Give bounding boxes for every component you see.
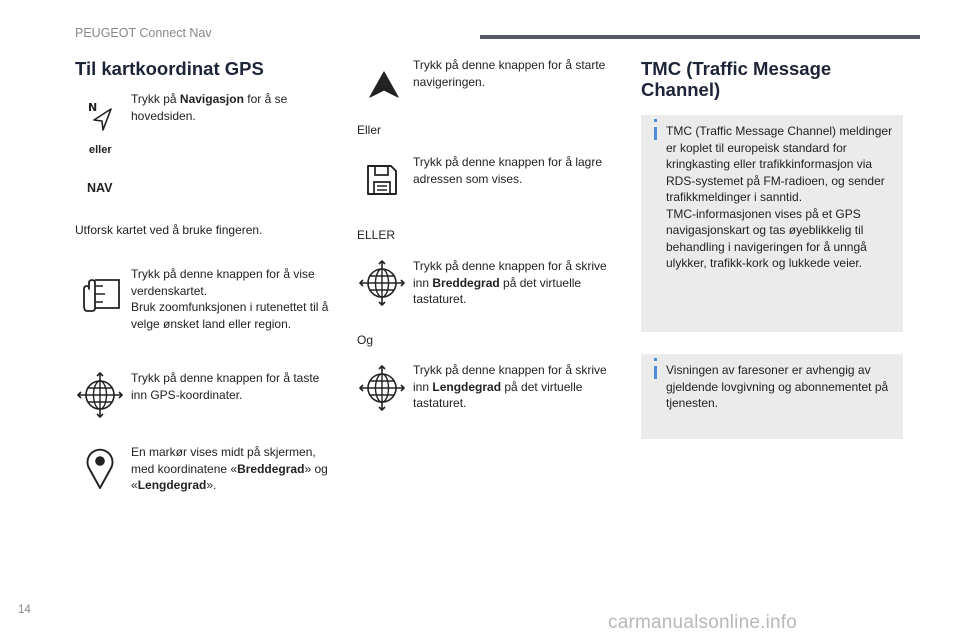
hazard-zone-note	[641, 354, 903, 439]
start-navigation-arrow-icon	[367, 70, 401, 100]
tmc-info-note	[641, 115, 903, 332]
navigation-arrow-icon	[86, 99, 120, 135]
save-address-text: Trykk på denne knappen for å lagre adressen som vises.	[413, 155, 603, 186]
og-label: Og	[357, 333, 374, 347]
eller-caps-label: ELLER	[357, 228, 396, 242]
marker-step-text: En markør vises midt på skjermen, med koordinatene «Breddegrad» og «Lengdegrad».	[131, 445, 328, 492]
header-rule	[480, 35, 920, 39]
eller-label: Eller	[357, 123, 382, 137]
latitude-step-text: Trykk på denne knappen for å skrive inn Breddegrad på det virtuelle tastaturet.	[413, 259, 607, 306]
tmc-note-text: TMC (Traffic Message Channel) meldinger er koplet til europeisk standard for kringkasting eller trafikkinformasjon via RDS-systemet på FM-radioen, og sender trafikkmeldinger i sanntid. TMC-informasjonen vises på et GPS navigasjonskart og tas øyeblikkelig til behandling i navigeringen for å unngå ulykker, trafikk-kork og lukkede veier.	[666, 124, 893, 270]
longitude-step-text: Trykk på denne knappen for å skrive inn Lengdegrad på det virtuelle tastaturet.	[413, 363, 607, 410]
info-icon	[654, 366, 657, 379]
hand-map-step-text: Trykk på denne knappen for å vise verdenskartet. Bruk zoomfunksjonen i rutenettet til å velge ønsket land eller region.	[131, 267, 329, 331]
globe-step-text: Trykk på denne knappen for å taste inn GPS-koordinater.	[131, 371, 320, 402]
save-disk-icon	[364, 162, 400, 198]
hand-map-icon	[81, 275, 121, 313]
globe-crosshair-icon	[77, 372, 123, 418]
tmc-title-line2: Channel)	[641, 79, 721, 100]
page-number: 14	[18, 604, 31, 616]
running-header: PEUGEOT Connect Nav	[75, 26, 212, 40]
globe-longitude-icon	[359, 365, 405, 411]
tmc-section-title	[641, 58, 831, 100]
watermark: carmanualsonline.info	[608, 612, 798, 633]
info-icon-dot	[654, 358, 657, 361]
svg-text:N: N	[88, 101, 98, 114]
gps-section-title: Til kartkoordinat GPS	[75, 58, 264, 79]
or-label: eller	[89, 144, 112, 156]
info-icon	[654, 127, 657, 140]
hazard-note-text: Visningen av faresoner er avhengig av gjeldende lovgivning og abonnementet på tjenesten.	[666, 363, 889, 410]
explore-text: Utforsk kartet ved å bruke fingeren.	[75, 223, 263, 237]
map-marker-icon	[84, 446, 116, 490]
nav-label: NAV	[87, 181, 113, 195]
tmc-title-line1: TMC (Traffic Message	[641, 58, 832, 79]
start-navigation-text: Trykk på denne knappen for å starte navigeringen.	[413, 58, 606, 89]
info-icon-dot	[654, 119, 657, 122]
navigation-step-text: Trykk på Navigasjon for å se hovedsiden.	[131, 92, 288, 123]
globe-latitude-icon	[359, 260, 405, 306]
